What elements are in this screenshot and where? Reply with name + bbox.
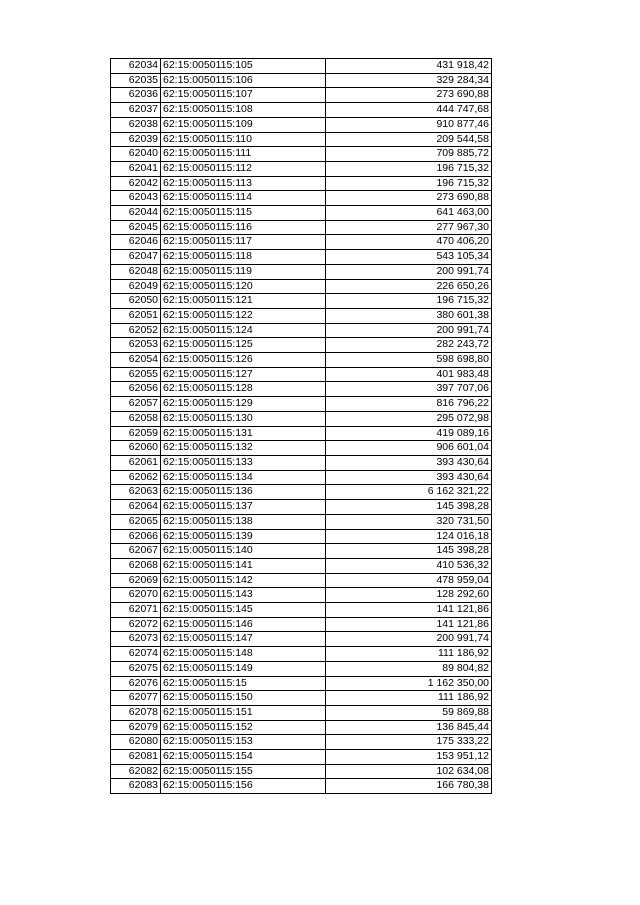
cadastral-number-cell: 62:15:0050115:151 <box>161 705 326 720</box>
row-number-cell: 62057 <box>111 397 161 412</box>
row-number-cell: 62070 <box>111 588 161 603</box>
row-number-cell: 62060 <box>111 441 161 456</box>
cadastral-value-cell: 641 463,00 <box>326 206 492 221</box>
cadastral-value-cell: 816 796,22 <box>326 397 492 412</box>
table-row <box>111 691 492 706</box>
cadastral-number-cell: 62:15:0050115:15 <box>161 676 326 691</box>
cadastral-value-cell: 153 951,12 <box>326 750 492 765</box>
cadastral-number-cell: 62:15:0050115:110 <box>161 132 326 147</box>
table-row <box>111 750 492 765</box>
cadastral-value-cell: 175 333,22 <box>326 735 492 750</box>
cadastral-value-cell: 295 072,98 <box>326 411 492 426</box>
table-row <box>111 235 492 250</box>
cadastral-value-cell: 111 186,92 <box>326 691 492 706</box>
row-number-cell: 62071 <box>111 603 161 618</box>
row-number-cell: 62065 <box>111 514 161 529</box>
cadastral-number-cell: 62:15:0050115:136 <box>161 485 326 500</box>
cadastral-value-cell: 419 089,16 <box>326 426 492 441</box>
cadastral-value-cell: 431 918,42 <box>326 59 492 74</box>
cadastral-value-cell: 329 284,34 <box>326 73 492 88</box>
cadastral-number-cell: 62:15:0050115:152 <box>161 720 326 735</box>
cadastral-number-cell: 62:15:0050115:106 <box>161 73 326 88</box>
row-number-cell: 62038 <box>111 117 161 132</box>
table-row <box>111 647 492 662</box>
table-row <box>111 411 492 426</box>
row-number-cell: 62079 <box>111 720 161 735</box>
cadastral-number-cell: 62:15:0050115:126 <box>161 353 326 368</box>
cadastral-number-cell: 62:15:0050115:139 <box>161 529 326 544</box>
row-number-cell: 62063 <box>111 485 161 500</box>
cadastral-value-cell: 209 544,58 <box>326 132 492 147</box>
table-row <box>111 308 492 323</box>
cadastral-value-cell: 397 707,06 <box>326 382 492 397</box>
row-number-cell: 62075 <box>111 661 161 676</box>
cadastral-value-cell: 124 016,18 <box>326 529 492 544</box>
table-row <box>111 676 492 691</box>
cadastral-number-cell: 62:15:0050115:134 <box>161 470 326 485</box>
cadastral-number-cell: 62:15:0050115:105 <box>161 59 326 74</box>
cadastral-value-cell: 320 731,50 <box>326 514 492 529</box>
cadastral-number-cell: 62:15:0050115:124 <box>161 323 326 338</box>
table-row <box>111 588 492 603</box>
table-row <box>111 73 492 88</box>
row-number-cell: 62082 <box>111 764 161 779</box>
cadastral-value-cell: 200 991,74 <box>326 632 492 647</box>
cadastral-number-cell: 62:15:0050115:113 <box>161 176 326 191</box>
table-row <box>111 441 492 456</box>
cadastral-value-cell: 273 690,88 <box>326 191 492 206</box>
cadastral-value-cell: 906 601,04 <box>326 441 492 456</box>
table-row <box>111 617 492 632</box>
row-number-cell: 62058 <box>111 411 161 426</box>
cadastral-value-cell: 200 991,74 <box>326 264 492 279</box>
row-number-cell: 62036 <box>111 88 161 103</box>
cadastral-value-cell: 111 186,92 <box>326 647 492 662</box>
cadastral-value-cell: 598 698,80 <box>326 353 492 368</box>
table-row <box>111 397 492 412</box>
cadastral-number-cell: 62:15:0050115:127 <box>161 367 326 382</box>
row-number-cell: 62073 <box>111 632 161 647</box>
table-row <box>111 191 492 206</box>
row-number-cell: 62076 <box>111 676 161 691</box>
cadastral-value-cell: 393 430,64 <box>326 455 492 470</box>
cadastral-value-cell: 393 430,64 <box>326 470 492 485</box>
row-number-cell: 62051 <box>111 308 161 323</box>
cadastral-value-cell: 1 162 350,00 <box>326 676 492 691</box>
table-row <box>111 338 492 353</box>
table-row <box>111 603 492 618</box>
cadastral-number-cell: 62:15:0050115:133 <box>161 455 326 470</box>
cadastral-value-cell: 282 243,72 <box>326 338 492 353</box>
cadastral-value-cell: 380 601,38 <box>326 308 492 323</box>
cadastral-number-cell: 62:15:0050115:156 <box>161 779 326 794</box>
cadastral-value-cell: 401 983,48 <box>326 367 492 382</box>
cadastral-number-cell: 62:15:0050115:116 <box>161 220 326 235</box>
table-row <box>111 485 492 500</box>
cadastral-value-cell: 145 398,28 <box>326 544 492 559</box>
cadastral-number-cell: 62:15:0050115:141 <box>161 558 326 573</box>
row-number-cell: 62062 <box>111 470 161 485</box>
table-row <box>111 147 492 162</box>
cadastral-number-cell: 62:15:0050115:111 <box>161 147 326 162</box>
cadastral-value-cell: 200 991,74 <box>326 323 492 338</box>
cadastral-value-cell: 89 804,82 <box>326 661 492 676</box>
row-number-cell: 62053 <box>111 338 161 353</box>
cadastral-number-cell: 62:15:0050115:138 <box>161 514 326 529</box>
cadastral-value-cell: 141 121,86 <box>326 617 492 632</box>
table-row <box>111 176 492 191</box>
table-row <box>111 426 492 441</box>
cadastral-number-cell: 62:15:0050115:146 <box>161 617 326 632</box>
cadastral-number-cell: 62:15:0050115:120 <box>161 279 326 294</box>
row-number-cell: 62042 <box>111 176 161 191</box>
cadastral-number-cell: 62:15:0050115:114 <box>161 191 326 206</box>
row-number-cell: 62044 <box>111 206 161 221</box>
row-number-cell: 62064 <box>111 500 161 515</box>
table-row <box>111 514 492 529</box>
table-row <box>111 323 492 338</box>
row-number-cell: 62040 <box>111 147 161 162</box>
table-row <box>111 250 492 265</box>
cadastral-number-cell: 62:15:0050115:142 <box>161 573 326 588</box>
cadastral-number-cell: 62:15:0050115:108 <box>161 103 326 118</box>
cadastral-value-cell: 910 877,46 <box>326 117 492 132</box>
cadastral-number-cell: 62:15:0050115:122 <box>161 308 326 323</box>
table-row <box>111 264 492 279</box>
table-row <box>111 764 492 779</box>
cadastral-number-cell: 62:15:0050115:117 <box>161 235 326 250</box>
cadastral-value-table <box>110 58 492 794</box>
row-number-cell: 62069 <box>111 573 161 588</box>
table-row <box>111 367 492 382</box>
row-number-cell: 62068 <box>111 558 161 573</box>
table-row <box>111 544 492 559</box>
cadastral-number-cell: 62:15:0050115:112 <box>161 161 326 176</box>
cadastral-value-cell: 478 959,04 <box>326 573 492 588</box>
table-row <box>111 573 492 588</box>
row-number-cell: 62052 <box>111 323 161 338</box>
table-row <box>111 294 492 309</box>
row-number-cell: 62034 <box>111 59 161 74</box>
row-number-cell: 62049 <box>111 279 161 294</box>
row-number-cell: 62061 <box>111 455 161 470</box>
row-number-cell: 62074 <box>111 647 161 662</box>
table-row <box>111 720 492 735</box>
row-number-cell: 62072 <box>111 617 161 632</box>
row-number-cell: 62035 <box>111 73 161 88</box>
row-number-cell: 62080 <box>111 735 161 750</box>
table-row <box>111 661 492 676</box>
cadastral-number-cell: 62:15:0050115:131 <box>161 426 326 441</box>
cadastral-value-cell: 410 536,32 <box>326 558 492 573</box>
table-row <box>111 132 492 147</box>
table-row <box>111 500 492 515</box>
cadastral-value-cell: 543 105,34 <box>326 250 492 265</box>
cadastral-value-cell: 136 845,44 <box>326 720 492 735</box>
cadastral-value-cell: 277 967,30 <box>326 220 492 235</box>
cadastral-number-cell: 62:15:0050115:107 <box>161 88 326 103</box>
row-number-cell: 62056 <box>111 382 161 397</box>
cadastral-number-cell: 62:15:0050115:145 <box>161 603 326 618</box>
row-number-cell: 62083 <box>111 779 161 794</box>
table-row <box>111 705 492 720</box>
table-row <box>111 353 492 368</box>
table-row <box>111 455 492 470</box>
cadastral-value-cell: 102 634,08 <box>326 764 492 779</box>
row-number-cell: 62067 <box>111 544 161 559</box>
cadastral-value-cell: 196 715,32 <box>326 161 492 176</box>
row-number-cell: 62055 <box>111 367 161 382</box>
table-row <box>111 206 492 221</box>
table-row <box>111 558 492 573</box>
row-number-cell: 62048 <box>111 264 161 279</box>
cadastral-number-cell: 62:15:0050115:132 <box>161 441 326 456</box>
row-number-cell: 62039 <box>111 132 161 147</box>
row-number-cell: 62047 <box>111 250 161 265</box>
row-number-cell: 62059 <box>111 426 161 441</box>
table-row <box>111 103 492 118</box>
cadastral-number-cell: 62:15:0050115:147 <box>161 632 326 647</box>
row-number-cell: 62077 <box>111 691 161 706</box>
table-row <box>111 632 492 647</box>
cadastral-number-cell: 62:15:0050115:149 <box>161 661 326 676</box>
cadastral-value-cell: 444 747,68 <box>326 103 492 118</box>
cadastral-value-cell: 166 780,38 <box>326 779 492 794</box>
cadastral-value-cell: 141 121,86 <box>326 603 492 618</box>
cadastral-number-cell: 62:15:0050115:153 <box>161 735 326 750</box>
cadastral-value-cell: 128 292,60 <box>326 588 492 603</box>
cadastral-number-cell: 62:15:0050115:140 <box>161 544 326 559</box>
table-row <box>111 279 492 294</box>
cadastral-number-cell: 62:15:0050115:125 <box>161 338 326 353</box>
cadastral-value-cell: 470 406,20 <box>326 235 492 250</box>
row-number-cell: 62046 <box>111 235 161 250</box>
cadastral-number-cell: 62:15:0050115:119 <box>161 264 326 279</box>
cadastral-number-cell: 62:15:0050115:115 <box>161 206 326 221</box>
row-number-cell: 62081 <box>111 750 161 765</box>
cadastral-number-cell: 62:15:0050115:121 <box>161 294 326 309</box>
table-row <box>111 117 492 132</box>
cadastral-number-cell: 62:15:0050115:143 <box>161 588 326 603</box>
cadastral-number-cell: 62:15:0050115:155 <box>161 764 326 779</box>
cadastral-number-cell: 62:15:0050115:130 <box>161 411 326 426</box>
cadastral-value-cell: 273 690,88 <box>326 88 492 103</box>
cadastral-value-cell: 6 162 321,22 <box>326 485 492 500</box>
table-row <box>111 88 492 103</box>
table-row <box>111 779 492 794</box>
cadastral-value-cell: 145 398,28 <box>326 500 492 515</box>
cadastral-number-cell: 62:15:0050115:129 <box>161 397 326 412</box>
cadastral-number-cell: 62:15:0050115:118 <box>161 250 326 265</box>
table-row <box>111 161 492 176</box>
table-row <box>111 59 492 74</box>
cadastral-value-cell: 196 715,32 <box>326 294 492 309</box>
table-row <box>111 470 492 485</box>
cadastral-number-cell: 62:15:0050115:128 <box>161 382 326 397</box>
row-number-cell: 62066 <box>111 529 161 544</box>
row-number-cell: 62054 <box>111 353 161 368</box>
cadastral-value-cell: 709 885,72 <box>326 147 492 162</box>
cadastral-number-cell: 62:15:0050115:150 <box>161 691 326 706</box>
table-row <box>111 529 492 544</box>
cadastral-number-cell: 62:15:0050115:137 <box>161 500 326 515</box>
cadastral-number-cell: 62:15:0050115:148 <box>161 647 326 662</box>
cadastral-value-cell: 196 715,32 <box>326 176 492 191</box>
row-number-cell: 62050 <box>111 294 161 309</box>
table-row <box>111 735 492 750</box>
cadastral-value-cell: 226 650,26 <box>326 279 492 294</box>
row-number-cell: 62037 <box>111 103 161 118</box>
cadastral-number-cell: 62:15:0050115:154 <box>161 750 326 765</box>
row-number-cell: 62078 <box>111 705 161 720</box>
cadastral-number-cell: 62:15:0050115:109 <box>161 117 326 132</box>
row-number-cell: 62041 <box>111 161 161 176</box>
table-body <box>111 59 492 794</box>
table-row <box>111 382 492 397</box>
table-row <box>111 220 492 235</box>
row-number-cell: 62043 <box>111 191 161 206</box>
cadastral-value-cell: 59 869,88 <box>326 705 492 720</box>
row-number-cell: 62045 <box>111 220 161 235</box>
